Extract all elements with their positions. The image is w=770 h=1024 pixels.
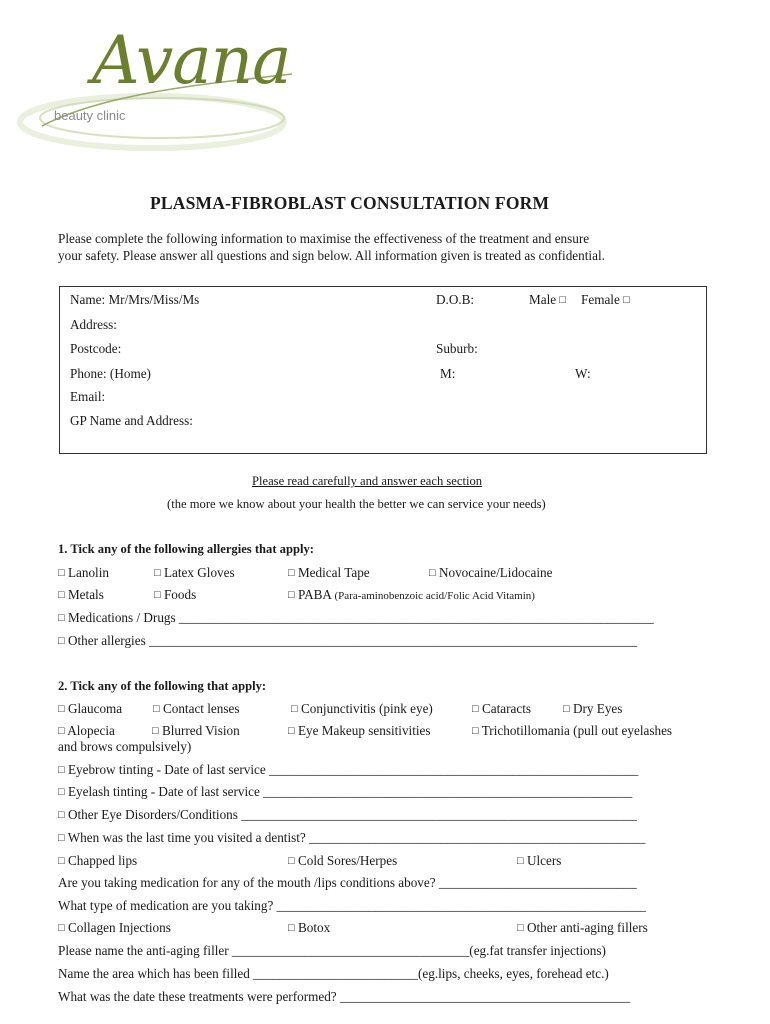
cond-cold-sores[interactable]	[288, 853, 397, 869]
allergy-label: Medical Tape	[297, 565, 370, 580]
checkbox[interactable]: □	[429, 567, 436, 579]
allergy-lanolin[interactable]	[58, 565, 109, 581]
allergy-other[interactable]	[58, 633, 637, 649]
form-title: PLASMA-FIBROBLAST CONSULTATION FORM	[150, 193, 550, 213]
postcode-field[interactable]: Postcode:	[70, 341, 122, 356]
cond-label: Chapped lips	[67, 853, 138, 868]
allergy-paba[interactable]	[288, 587, 535, 603]
phone-home-field[interactable]: Phone: (Home)	[70, 366, 151, 381]
intro-line-1: Please complete the following information to maximise the effectiveness of the treatment and ensure	[58, 231, 590, 246]
checkbox[interactable]: □	[154, 567, 161, 579]
gender-male[interactable]	[529, 292, 566, 308]
checkbox[interactable]: □	[288, 589, 295, 601]
cond-botox[interactable]	[288, 920, 330, 936]
logo-tagline: beauty clinic	[54, 108, 126, 123]
cond-alopecia[interactable]	[58, 723, 115, 739]
cond-tricho[interactable]	[472, 723, 672, 739]
suburb-field[interactable]: Suburb:	[436, 341, 478, 356]
cond-label: Ulcers	[526, 853, 562, 868]
phone-mobile-field[interactable]: M:	[440, 366, 456, 381]
checkbox[interactable]: □	[152, 725, 159, 737]
phone-work-field[interactable]: W:	[575, 366, 591, 381]
q-label: Eyelash tinting - Date of last service ________________________________________________________	[67, 784, 633, 799]
q-treatment-date[interactable]: What was the date these treatments were performed? ____________________________________________	[58, 989, 631, 1004]
male-label: Male	[529, 292, 557, 307]
email-field[interactable]: Email:	[70, 389, 106, 404]
checkbox[interactable]: □	[154, 589, 161, 601]
cond-label: Cold Sores/Herpes	[297, 853, 398, 868]
allergy-label: Lanolin	[67, 565, 109, 580]
checkbox[interactable]: □	[58, 855, 65, 867]
q-filler-area[interactable]: Name the area which has been filled _________________________(eg.lips, cheeks, eyes, forehead etc.)	[58, 966, 609, 981]
q-med-type[interactable]: What type of medication are you taking? ________________________________________________________	[58, 898, 646, 913]
gender-female[interactable]	[581, 292, 630, 308]
cond-tricho-cont: and brows compulsively)	[58, 739, 192, 754]
gp-field[interactable]: GP Name and Address:	[70, 413, 193, 428]
allergy-label: Metals	[67, 587, 104, 602]
section-2-heading: 2. Tick any of the following that apply:	[58, 679, 267, 693]
checkbox[interactable]: □	[58, 567, 65, 579]
cond-collagen[interactable]	[58, 920, 171, 936]
checkbox[interactable]: □	[58, 786, 65, 798]
cond-label: Contact lenses	[162, 701, 240, 716]
checkbox[interactable]: □	[517, 855, 524, 867]
allergy-label: Novocaine/Lidocaine	[438, 565, 553, 580]
cond-label: Botox	[297, 920, 331, 935]
checkbox[interactable]: □	[288, 725, 295, 737]
cond-label: Other anti-aging fillers	[526, 920, 648, 935]
cond-label: Glaucoma	[67, 701, 123, 716]
q-label: When was the last time you visited a dentist? ___________________________________________________	[67, 830, 646, 845]
cond-contacts[interactable]	[153, 701, 240, 717]
intro-line-2: your safety. Please answer all questions and sign below. All information given is treated as confidential.	[58, 248, 605, 263]
paba-detail: (Para-aminobenzoic acid/Folic Acid Vitamin)	[334, 590, 535, 602]
allergy-medications[interactable]	[58, 610, 654, 626]
allergy-label: PABA	[297, 587, 332, 602]
cond-label: Conjunctivitis (pink eye)	[300, 701, 433, 716]
dob-field[interactable]: D.O.B:	[436, 292, 475, 307]
checkbox[interactable]: □	[563, 703, 570, 715]
allergy-label: Medications / Drugs ________________________________________________________________________	[67, 610, 654, 625]
cond-dry-eyes[interactable]	[563, 701, 622, 717]
q-label: Eyebrow tinting - Date of last service ________________________________________________________	[67, 762, 639, 777]
checkbox[interactable]: □	[58, 635, 65, 647]
allergy-label: Foods	[163, 587, 197, 602]
checkbox[interactable]: □	[517, 922, 524, 934]
section-1-heading: 1. Tick any of the following allergies that apply:	[58, 542, 314, 556]
allergy-novocaine[interactable]	[429, 565, 552, 581]
q-filler-name[interactable]: Please name the anti-aging filler ____________________________________(eg.fat transfer injections)	[58, 943, 606, 958]
cond-glaucoma[interactable]	[58, 701, 122, 717]
checkbox[interactable]: □	[291, 703, 298, 715]
cond-label: Alopecia	[67, 723, 115, 738]
cond-chapped[interactable]	[58, 853, 137, 869]
q-other-eye[interactable]	[58, 807, 637, 823]
q-mouth-meds[interactable]: Are you taking medication for any of the mouth /lips conditions above? ______________________________	[58, 875, 637, 890]
cond-other-aging[interactable]	[517, 920, 648, 936]
instructions-underlined: Please read carefully and answer each section	[252, 474, 483, 488]
cond-label: Dry Eyes	[572, 701, 623, 716]
male-checkbox[interactable]: □	[559, 294, 567, 306]
cond-blurred[interactable]	[152, 723, 240, 739]
checkbox[interactable]: □	[153, 703, 160, 715]
cond-makeup[interactable]	[288, 723, 431, 739]
checkbox[interactable]: □	[288, 855, 295, 867]
logo-name: Avana	[92, 22, 291, 99]
female-checkbox[interactable]: □	[623, 294, 630, 306]
allergy-medical-tape[interactable]	[288, 565, 370, 581]
allergy-latex[interactable]	[154, 565, 235, 581]
cond-label: Blurred Vision	[161, 723, 240, 738]
cond-label: Eye Makeup sensitivities	[297, 723, 431, 738]
instructions-line-1	[252, 474, 482, 489]
name-field[interactable]: Name: Mr/Mrs/Miss/Ms	[70, 292, 200, 307]
female-label: Female	[581, 292, 620, 307]
allergy-label: Latex Gloves	[163, 565, 235, 580]
checkbox[interactable]: □	[58, 922, 65, 934]
checkbox[interactable]: □	[58, 764, 65, 776]
checkbox[interactable]: □	[472, 703, 479, 715]
q-eyelash[interactable]	[58, 784, 632, 800]
cond-label: Trichotillomania (pull out eyelashes	[481, 723, 673, 738]
clinic-logo	[12, 14, 302, 154]
q-eyebrow[interactable]	[58, 762, 638, 778]
allergy-foods[interactable]	[154, 587, 196, 603]
allergy-metals[interactable]	[58, 587, 104, 603]
q-dentist[interactable]	[58, 830, 645, 846]
instructions-line-2: (the more we know about your health the better we can service your needs)	[167, 497, 546, 511]
q-label: Other Eye Disorders/Conditions ____________________________________________________________	[67, 807, 637, 822]
checkbox[interactable]: □	[58, 703, 65, 715]
cond-label: Cataracts	[481, 701, 532, 716]
checkbox[interactable]: □	[58, 832, 65, 844]
allergy-label: Other allergies __________________________________________________________________________	[67, 633, 637, 648]
checkbox[interactable]: □	[58, 725, 65, 737]
cond-label: Collagen Injections	[67, 920, 171, 935]
checkbox[interactable]: □	[288, 922, 295, 934]
checkbox[interactable]: □	[58, 612, 65, 624]
checkbox[interactable]: □	[288, 567, 295, 579]
cond-conjunctivitis[interactable]	[291, 701, 433, 717]
checkbox[interactable]: □	[58, 809, 65, 821]
cond-cataracts[interactable]	[472, 701, 531, 717]
checkbox[interactable]: □	[58, 589, 65, 601]
address-field[interactable]: Address:	[70, 317, 117, 332]
cond-ulcers[interactable]	[517, 853, 561, 869]
checkbox[interactable]: □	[472, 725, 479, 737]
